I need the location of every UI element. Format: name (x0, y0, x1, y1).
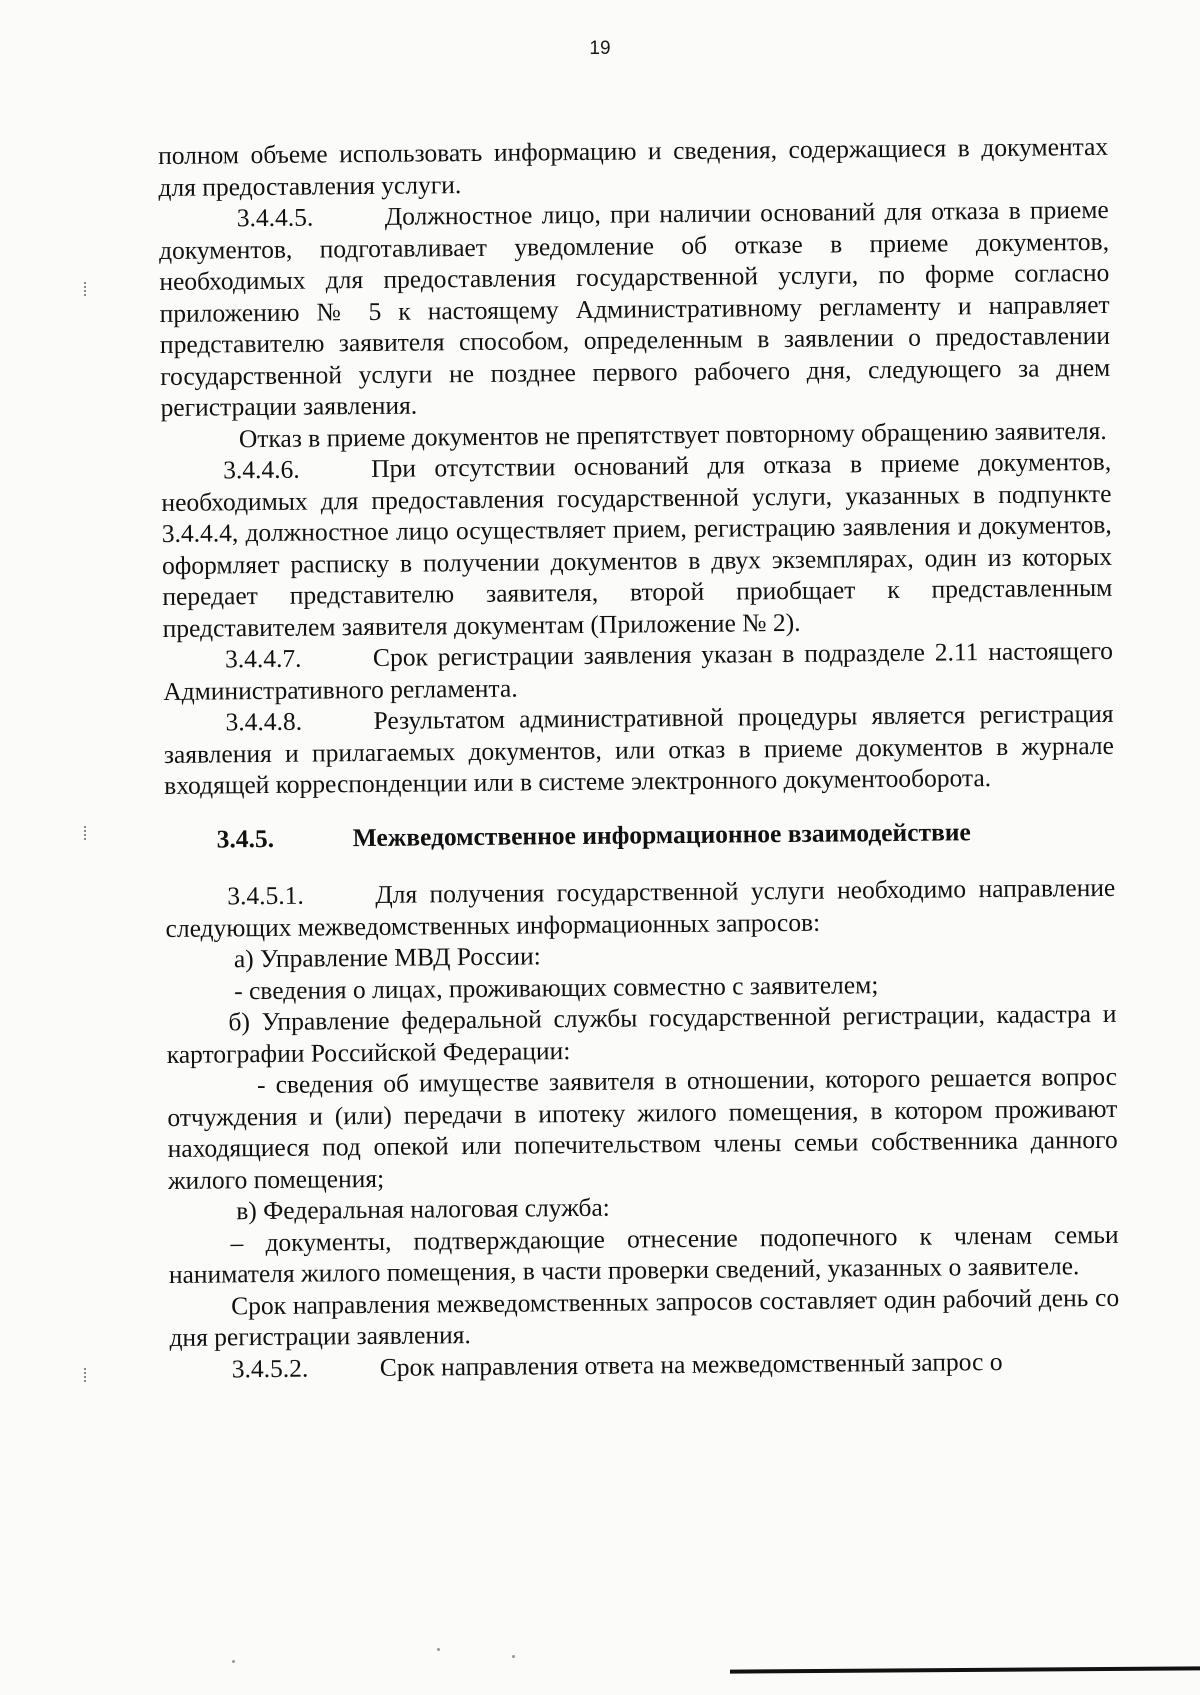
paragraph-3-4-4-5 (159, 194, 1111, 424)
bottom-edge-line (730, 1666, 1200, 1673)
clause-number: 3.4.4.5. (236, 202, 314, 233)
page-number: 19 (589, 38, 611, 59)
paragraph-text: Результатом административной процедуры является регистрация заявления и прилагаемых документов, или отказ в приеме документов в журнале входящей корреспонденции или в системе электронного документооборота. (163, 698, 1114, 800)
paragraph-continuation: полном объеме использовать информацию и сведения, содержащиеся в документах для предоставления услуги. (158, 131, 1109, 202)
list-item-b-detail: - сведения об имуществе заявителя в отношении, которого решается вопрос отчуждения и (или) передачи в ипотеку жилого помещения, в котором проживают находящиеся под опекой или попечительством члены семьи собственника данного жилого помещения; (167, 1061, 1118, 1195)
section-number: 3.4.5. (216, 823, 275, 853)
clause-number: 3.4.4.6. (223, 454, 300, 485)
scan-speck (437, 1648, 440, 1651)
clause-number: 3.4.4.7. (224, 643, 302, 674)
paragraph-refusal-note: Отказ в приеме документов не препятствует повторному обращению заявителя. (238, 415, 1107, 453)
section-heading (165, 814, 1115, 855)
list-item-v: в) Федеральная налоговая служба: (236, 1192, 610, 1226)
list-item-a-detail: - сведения о лицах, проживающих совместно с заявителем; (234, 969, 879, 1005)
paragraph-request-deadline: Срок направления межведомственных запросов составляет один рабочий день со дня регистрации заявления. (169, 1282, 1120, 1352)
paragraph-text: Должностное лицо, при наличии оснований для отказа в приеме документов, подготавливает уведомление об отказе в приеме документов, необходимых для предоставления государственной услуги, по форме согласно приложению № 5 к настоящему Административному регламенту и направляет представителю заявителя способом, определенным в заявлении о предоставлении государственной услуги не позднее первого рабочего дня, следующего за днем регистрации заявления. (158, 194, 1111, 422)
paragraph-text: Для получения государственной услуги необходимо направление следующих межведомственных информационных запросов: (165, 872, 1116, 943)
scan-edge-mark (84, 826, 89, 840)
paragraph-3-4-4-6 (161, 446, 1113, 644)
paragraph-text: При отсутствии оснований для отказа в приеме документов, необходимых для предоставления государственной услуги, указанных в подпункте 3.4.4.4, должностное лицо осуществляет прием, регистрацию заявления и документов, оформляет расписку в получении документов в двух экземплярах, один из которых передает представителю заявителя, второй приобщает к представленным представителем заявителя документам (Приложение № 2). (161, 446, 1113, 643)
paragraph-text: Срок направления ответа на межведомственный запрос о (379, 1346, 1003, 1382)
paragraph-3-4-5-1 (165, 872, 1116, 944)
scan-edge-mark (84, 282, 89, 296)
scan-edge-mark (84, 1368, 89, 1382)
paragraph-3-4-4-7 (163, 635, 1114, 707)
document-body (158, 131, 1120, 1385)
list-item-a: а) Управление МВД России: (233, 941, 541, 974)
clause-number: 3.4.5.2. (231, 1353, 309, 1383)
clause-number: 3.4.5.1. (227, 880, 304, 911)
scan-speck (512, 1655, 515, 1658)
list-item-v-detail: – документы, подтверждающие отнесение подопечного к членам семьи нанимателя жилого помещения, в части проверки сведений, указанных о заявителе. (168, 1219, 1119, 1289)
scan-speck (232, 1660, 235, 1663)
section-title: Межведомственное информационное взаимодействие (352, 816, 971, 852)
list-item-b: б) Управление федеральной службы государственной регистрации, кадастра и картографии Российской Федерации: (166, 998, 1117, 1069)
paragraph-3-4-4-8 (163, 698, 1114, 802)
paragraph-text: Срок регистрации заявления указан в подразделе 2.11 настоящего Административного регламента. (163, 635, 1114, 706)
clause-number: 3.4.4.8. (225, 706, 303, 737)
